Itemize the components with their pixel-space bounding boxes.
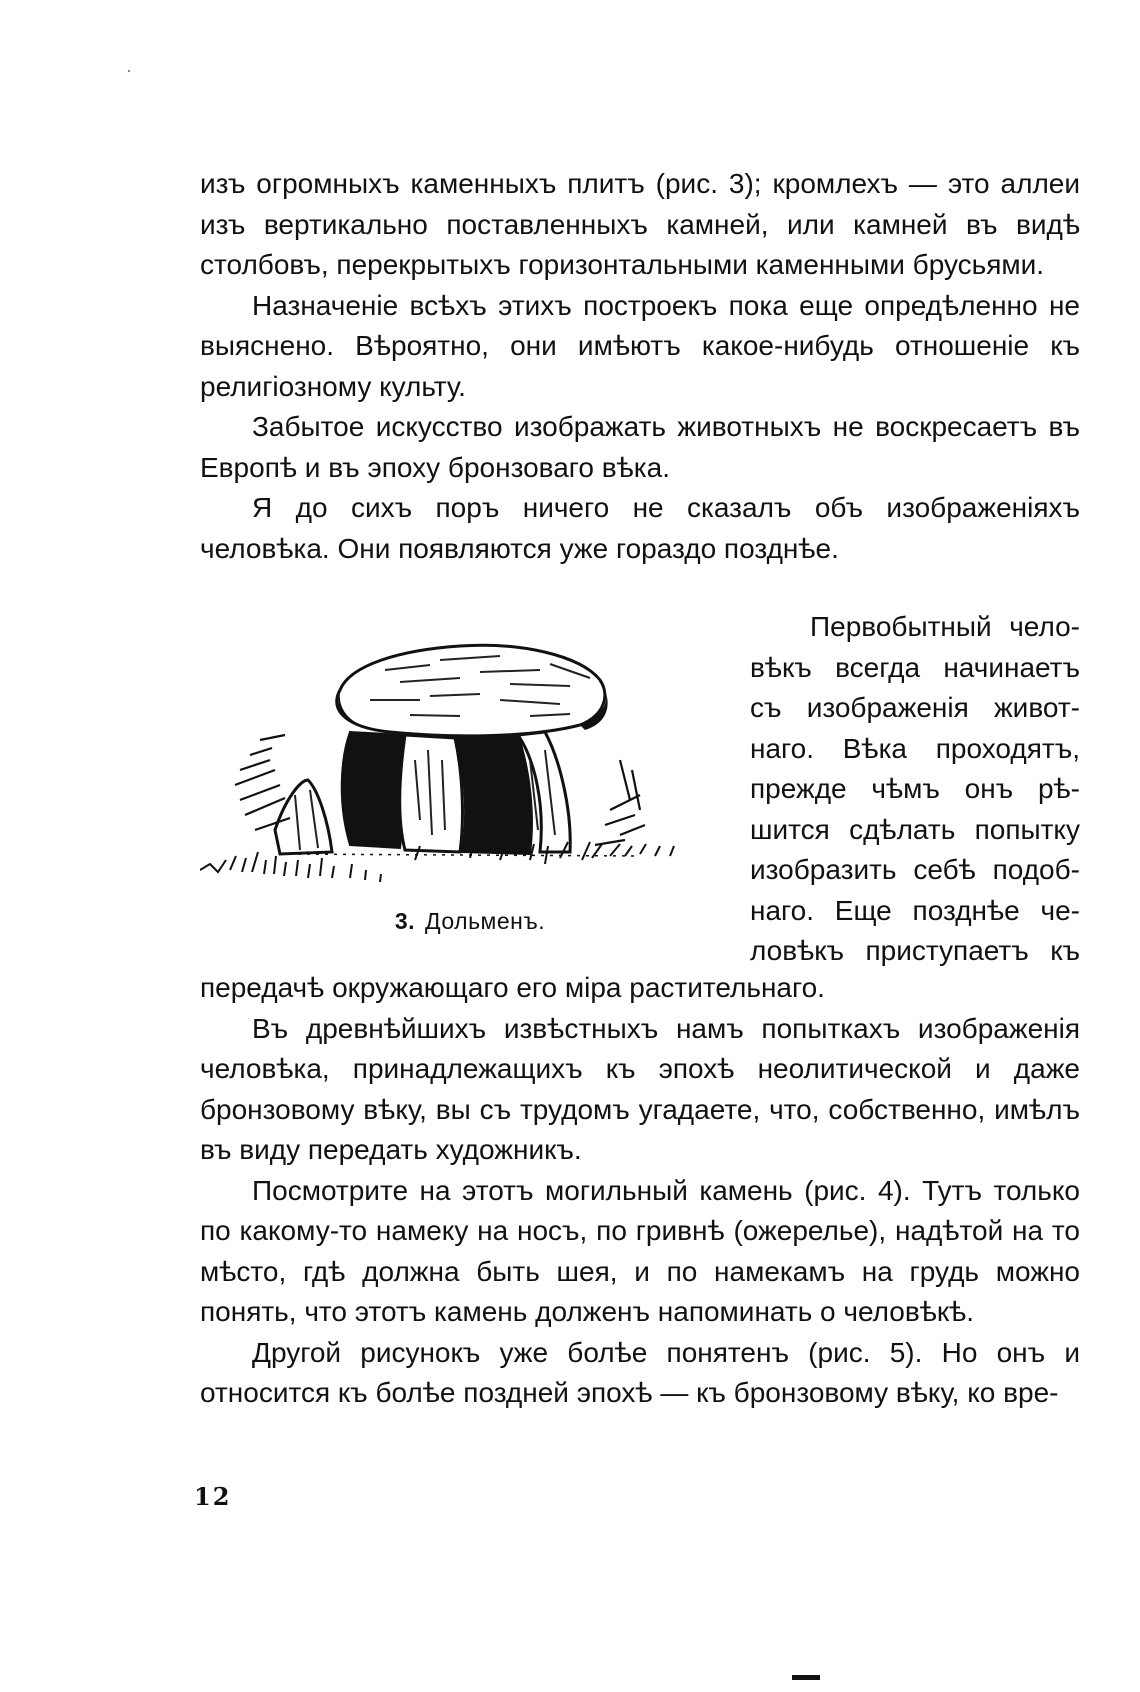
text-beside-figure (750, 607, 1080, 972)
scan-mark (792, 1675, 820, 1680)
text-line: наго. Вѣка проходятъ, (750, 732, 1080, 764)
paragraph: передачѣ окружающаго его міра растительнаго. (200, 972, 825, 1003)
text-line: наго. Еще позднѣе че- (750, 894, 1080, 926)
figure-caption (200, 908, 740, 935)
paragraph: Забытое искусство изображать животныхъ не воскресаетъ въ Европѣ и въ эпоху бронзоваго вѣка. (200, 411, 1080, 483)
paragraph: Въ древнѣйшихъ извѣстныхъ намъ попыткахъ изображенія человѣка, принадлежащихъ къ эпохѣ неолитической и даже бронзовому вѣку, вы съ трудомъ угадаете, что, собственно, имѣлъ въ виду передать художникъ. (200, 1012, 1080, 1165)
text-line: прежде чѣмъ онъ рѣ- (750, 773, 1080, 804)
text-line: съ изображенія живот- (750, 692, 1080, 723)
text-line: шится сдѣлать попытку (750, 813, 1080, 845)
text-top (200, 164, 1080, 569)
paragraph: изъ огромныхъ каменныхъ плитъ (рис. 3); кромлехъ — это аллеи изъ вертикально поставленныхъ камней, или камней въ видѣ столбовъ, перекрытыхъ горизонтальными каменными брусьями. (200, 168, 1080, 280)
text-line: ловѣкъ приступаетъ къ (750, 935, 1080, 966)
paragraph: Посмотрите на этотъ могильный камень (рис. 4). Тутъ только по какому-то намеку на носъ, по гривнѣ (ожерелье), надѣтой на то мѣсто, гдѣ должна быть шея, и по намекамъ на грудь можно понять, что этотъ камень долженъ напоминать о человѣкѣ. (200, 1174, 1080, 1327)
paragraph: Другой рисунокъ уже болѣе понятенъ (рис. 5). Но онъ и относится къ болѣе поздней эпохѣ — къ бронзовому вѣку, ко вре- (200, 1336, 1080, 1408)
text-line: Первобытный чело- (810, 611, 1080, 642)
dolmen-illustration (200, 620, 740, 910)
figure-title: Дольменъ. (425, 908, 546, 934)
scan-speck (128, 70, 130, 72)
figure-dolmen (200, 620, 740, 950)
figure-number: 3. (394, 908, 416, 934)
text-line: изобразить себѣ подоб- (750, 854, 1080, 885)
page-number: 12 (194, 1482, 232, 1511)
text-line: вѣкъ всегда начинаетъ (750, 651, 1080, 683)
paragraph: Назначеніе всѣхъ этихъ построекъ пока еще опредѣленно не выяснено. Вѣроятно, они имѣютъ какое-нибудь отношеніе къ религіозному культу. (200, 289, 1080, 402)
paragraph: Я до сихъ поръ ничего не сказалъ объ изображеніяхъ человѣка. Они появляются уже гораздо позднѣе. (200, 492, 1080, 564)
text-bottom (200, 968, 1080, 1414)
